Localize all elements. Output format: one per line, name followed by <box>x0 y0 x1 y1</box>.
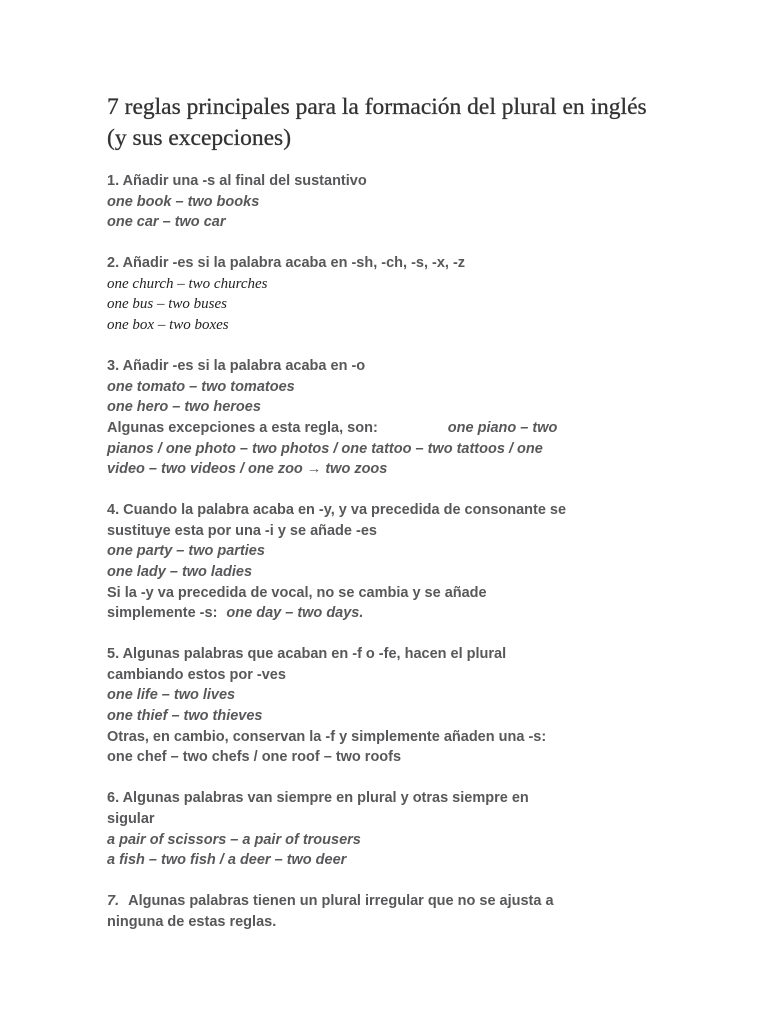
rule-3 <box>107 356 667 480</box>
rule-1-example-2: one car – two car <box>107 214 226 231</box>
rule-4-note-example: one day – two days. <box>226 605 364 622</box>
rule-1-example-1: one book – two books <box>107 193 260 210</box>
rule-7-heading-line-1 <box>107 891 667 912</box>
rule-4-heading-line-2: sustituye esta por una -i y se añade -es <box>107 522 377 539</box>
rule-4 <box>107 500 667 624</box>
rule-7-heading-line-2: ninguna de estas reglas. <box>107 913 277 930</box>
rule-3-exceptions-example-1: one piano – two <box>447 419 558 436</box>
rule-1-heading: 1. Añadir una -s al final del sustantivo <box>107 173 367 189</box>
rule-3-exceptions-line-2: pianos / one photo – two photos / one tattoo – two tattoos / one <box>107 440 543 457</box>
document <box>107 92 667 953</box>
rule-5-note-line-1: Otras, en cambio, conservan la -f y simplemente añaden una -s: <box>107 728 547 745</box>
rule-3-heading: 3. Añadir -es si la palabra acaba en -o <box>107 358 366 375</box>
rule-6-heading-line-2: sigular <box>107 810 155 827</box>
rule-6-example-2: a fish – two fish / a deer – two deer <box>107 852 347 869</box>
rule-2-example-2: one bus – two buses <box>107 296 227 313</box>
rule-4-note-line-2 <box>107 603 667 624</box>
rule-5 <box>107 644 667 768</box>
rule-3-example-1: one tomato – two tomatoes <box>107 378 295 395</box>
rule-2 <box>107 253 667 335</box>
rule-3-example-2: one hero – two heroes <box>107 399 261 416</box>
rule-3-exceptions-line-3: video – two videos / one zoo → two zoos <box>107 461 388 478</box>
rule-1 <box>107 171 667 233</box>
rule-2-example-3: one box – two boxes <box>107 317 229 334</box>
rule-3-exceptions-label: Algunas excepciones a esta regla, son: <box>107 419 378 436</box>
rule-5-example-1: one life – two lives <box>107 687 236 704</box>
rule-7-heading-text: Algunas palabras tienen un plural irregular que no se ajusta a <box>128 893 554 910</box>
rule-6-heading-line-1: 6. Algunas palabras van siempre en plural y otras siempre en <box>107 790 529 807</box>
rule-4-example-1: one party – two parties <box>107 543 265 560</box>
rule-3-exceptions-line-1 <box>107 418 667 439</box>
document-title: 7 reglas principales para la formación del plural en inglés (y sus excepciones) <box>107 94 647 151</box>
rule-5-example-2: one thief – two thieves <box>107 708 263 725</box>
rule-5-note-line-2: one chef – two chefs / one roof – two roofs <box>107 749 402 766</box>
rule-6 <box>107 788 667 870</box>
rule-5-heading-line-1: 5. Algunas palabras que acaban en -f o -fe, hacen el plural <box>107 646 507 663</box>
rule-4-example-2: one lady – two ladies <box>107 564 253 580</box>
rule-4-heading-line-1: 4. Cuando la palabra acaba en -y, y va precedida de consonante se <box>107 502 567 519</box>
rule-5-heading-line-2: cambiando estos por -ves <box>107 666 286 683</box>
rule-6-example-1: a pair of scissors – a pair of trousers <box>107 831 361 848</box>
rule-7-number: 7. <box>107 893 120 910</box>
rule-7 <box>107 891 667 932</box>
rule-2-example-1: one church – two churches <box>107 275 268 292</box>
rule-2-heading: 2. Añadir -es si la palabra acaba en -sh, -ch, -s, -x, -z <box>107 255 466 272</box>
rule-4-note-line-1: Si la -y va precedida de vocal, no se cambia y se añade <box>107 584 487 601</box>
rule-4-note-label: simplemente -s: <box>107 605 218 622</box>
